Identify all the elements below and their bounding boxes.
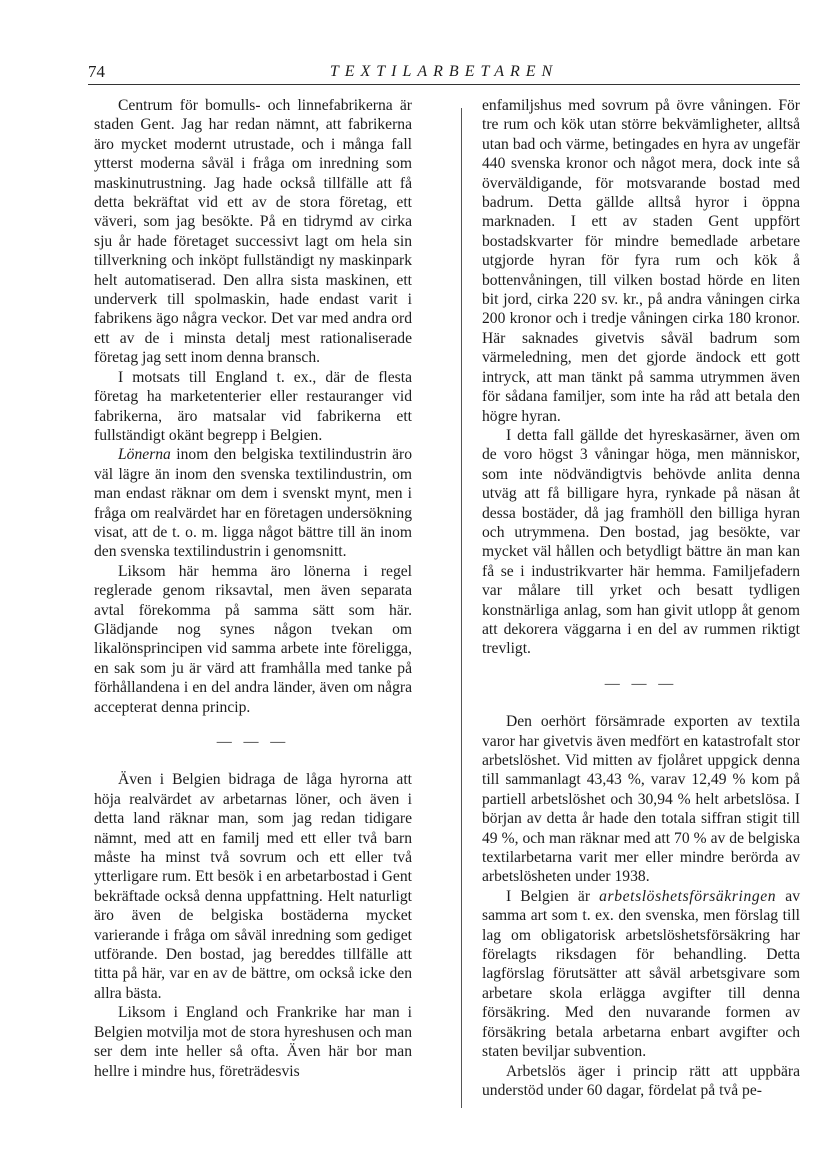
paragraph: Även i Belgien bidraga de låga hyrorna att höja realvärdet av arbetarnas löner, och även i detta land räknar man, som jag redan tidigare nämnt, med att en familj med ett eller två barn måste ha minst två sovrum och ett eller två ytterligare rum. Ett besök i en arbetarbostad i Gent bekräftade också denna uppfattning. Helt naturligt äro även de belgiska bostäderna mycket varierande i fråga om såväl inredning som gediget utförande. Den bostad, jag bereddes tillfälle att titta på här, var en av de bättre, om också icke den allra bästa. — [94, 771, 412, 1002]
paragraph — [482, 887, 800, 1062]
paragraph: Liksom i England och Frankrike har man i Belgien motvilja mot de stora hyreshusen och man ser dem inte heller så ofta. Även här bor man hellre i mindre hus, företrädesvis — [94, 1004, 412, 1080]
emphasis: Lönerna — [118, 446, 171, 464]
paragraph: Arbetslös äger i princip rätt att uppbära understöd under 60 dagar, fördelat på två pe- — [482, 1062, 800, 1099]
paragraph: Liksom här hemma äro lönerna i regel reglerade genom riksavtal, men även separata avtal förekomma på samma sätt som här. Glädjande nog synes någon tvekan om likalönsprincipen vid samma arbete inte föreligga, en sak som ju är värd att framhålla med tanke på förhållandena i en del andra länder, även om några accepterat denna princip. — [94, 562, 412, 716]
paragraph-text: inom den belgiska textilindustrin äro väl lägre än inom den svenska textilindustrin, om man endast räknar om dem i svenskt mynt, men i fråga om realvärdet har en företagen undersökning visat, att de t. o. m. ligga något bättre till än inom den svenska textilindustrin i genomsnitt. — [94, 446, 412, 561]
paragraph — [94, 445, 412, 561]
paragraph: Centrum för bomulls- och linnefabrikerna är staden Gent. Jag har redan nämnt, att fabrikerna äro mycket modernt utrustade, och i många fall ytterst moderna såväl i fråga om inredning som maskinutrustning. Jag hade också tillfälle att få detta bekräftat vid ett av de stora företag, ett väveri, som jag besökte. På en tidrymd av cirka sju år hade företaget successivt lagt om hela sin tillverkning och inköpt fullständigt ny maskinpark helt automatiserad. Den allra sista maskinen, ett underverk till spolmaskin, hade endast varit i fabrikens ägo några veckor. Det var med andra ord ett av de i minsta detalj mest rationaliserade företag jag sett inom denna bransch. — [94, 97, 412, 367]
page-number: 74 — [88, 62, 105, 81]
left-column — [94, 96, 412, 1081]
section-separator: — — — — [604, 675, 678, 692]
page-header — [88, 62, 800, 84]
header-rule — [88, 84, 800, 85]
column-divider — [461, 108, 462, 1108]
paragraph: enfamiljshus med sovrum på övre våningen. För tre rum och kök utan större bekvämligheter, alltså utan bad och värme, betingades en hyra av ungefär 440 svenska kronor och något mera, dock inte så överväldigande, för motsvarande bostad med badrum. Detta gällde alltså hyror i öppna marknaden. I ett av staden Gent uppfört bostadskvarter för mindre bemedlade arbetare utgjorde hyran för fyra rum och kök å bottenvåningen, till vilken bostad hörde en liten bit jord, cirka 220 sv. kr., på andra våningen cirka 200 kronor och i tredje våningen cirka 180 kronor. Här saknades givetvis såväl badrum som värmeledning, men det gjorde ändock ett gott intryck, att man tänkt på samma utrymmen även för sådana familjer, som inte ha råd att betala den högre hyran. — [482, 97, 800, 425]
right-column — [482, 96, 800, 1100]
paragraph-text: I Belgien är — [506, 887, 600, 905]
paragraph-text: av samma art som t. ex. den svenska, men förslag till lag om obligatorisk arbetslöshetsförsäkring har förelagts riksdagen för behandling. Detta lagförslag förutsätter att såväl arbetsgivare som arbetare skola erlägga avgifter till denna försäkring. Med den nuvarande formen av försäkring betala arbetarna enbart avgifter och staten beviljar subvention. — [482, 887, 800, 1061]
paragraph: I motsats till England t. ex., där de flesta företag ha marketenterier eller restauranger vid fabrikerna, äro matsalar vid fabrikerna ett fullständigt okänt begrepp i Belgien. — [94, 368, 412, 444]
paragraph: Den oerhört försämrade exporten av textila varor har givetvis även medfört en katastrofalt stor arbetslöshet. Vid mitten av fjolåret uppgick denna till sammanlagt 43,43 %, varav 12,49 % kom på partiell arbetslöshet och 30,94 % helt arbetslösa. I början av detta år hade den totala siffran stigit till 49 %, och man räknar med att 70 % av de belgiska textilarbetarna varit mer eller mindre berörda av arbetslösheten under 1938. — [482, 713, 800, 886]
paragraph: I detta fall gällde det hyreskasärner, även om de voro högst 3 våningar höga, men människor, som inte nödvändigtvis behövde anlita denna utväg att få billigare hyra, rynkade på näsan åt dessa bostäder, då jag framhöll den billiga hyran och utrymmena. Den bostad, jag besökte, var mycket väl hållen och betydligt bättre än man kan få se i industrikvarter här hemma. Familjefadern var målare till yrket och besatt tydligen konstnärliga anlag, som han givit utlopp åt genom att dekorera väggarna i en del av rummen riktigt trevligt. — [482, 426, 800, 658]
emphasis: arbetslöshetsförsäkringen — [599, 887, 777, 905]
running-title: TEXTILARBETAREN — [329, 63, 559, 80]
section-separator: — — — — [216, 734, 290, 750]
